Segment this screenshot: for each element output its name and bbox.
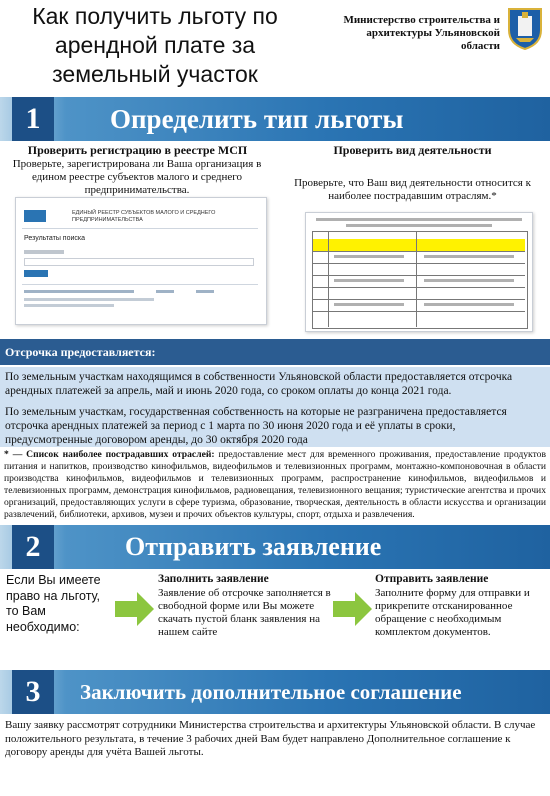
coat-of-arms-icon	[506, 6, 544, 50]
step-2-intro: Если Вы имеете право на льготу, то Вам необходимо:	[6, 573, 101, 634]
step-1-banner	[0, 97, 550, 141]
deferral-item-1: По земельным участкам находящимся в собственности Ульяновской области предоставляется отсрочка арендных платежей за апрель, май и июнь 2020 года, со сроком оплаты до конца 2021 года.	[0, 367, 550, 402]
step-3-text: Вашу заявку рассмотрят сотрудники Министерства строительства и архитектуры Ульяновской области. В случае положительного результата, в течение 3 рабочих дней Вам будет направлено Дополнительное соглашение к договору аренды для учёта Вашей льготы.	[5, 719, 536, 758]
step-2-number: 2	[12, 525, 54, 569]
footnote	[4, 449, 546, 521]
footnote-label: * — Список наиболее пострадавших отраслей:	[4, 449, 215, 460]
msp-check-heading: Проверить регистрацию в реестре МСП	[27, 143, 248, 157]
deferral-item-2: По земельным участкам, государственная собственность на которые не разграничена предоставляется отсрочка арендных платежей за период с 1 марта по 30 июня 2020 года и её уплаты в сроки, предусмотренные договором аренды, до 30 октября 2020 года	[0, 402, 550, 447]
page-title: Как получить льготу по арендной плате за земельный участок	[32, 3, 278, 87]
ministry-name: Министерство строительства и архитектуры Ульяновской области	[343, 14, 500, 52]
arrow-right-icon	[115, 590, 155, 628]
deferral-heading: Отсрочка предоставляется:	[0, 339, 550, 365]
step-1-number: 1	[12, 97, 54, 141]
msp-check-text: Проверьте, зарегистрирована ли Ваша организация в едином реестре субъектов малого и среднего предпринимательства.	[12, 158, 262, 196]
step-2-banner	[0, 525, 550, 569]
send-form-title: Отправить заявление	[375, 573, 489, 585]
step-3-number: 3	[12, 670, 54, 714]
arrow-right-icon	[333, 590, 373, 628]
fill-form-text: Заявление об отсрочке заполняется в свободной форме или Вы можете скачать пустой бланк заявления на нашем сайте	[158, 587, 331, 638]
registry-screenshot	[15, 197, 267, 325]
footnote-text: предоставление мест для временного проживания, предоставление продуктов питания и напитков, производство кинофильмов, видеофильмов и телевизионных программ, монтажно-компоновочная в области производства кинофильмов, видеофильмов и телевизионных программ, распространение кинофильмов, видеофильмов и телевизионных программ, демонстрация кинофильмов, радиовещания, телевизионного вещания; туристические агентства и прочих организаций, предоставляющих услуги в сфере туризма, образование, творческая, деятельность в области искусства и организации развлечений, библиотеки, архивов, музеи и прочих объектов культуры, спорт, отдыха и развлечения.	[4, 449, 546, 520]
fill-form-title: Заполнить заявление	[158, 573, 269, 585]
activity-check-text: Проверьте, что Ваш вид деятельности относится к наиболее пострадавшим отраслям.*	[294, 177, 531, 202]
step-1-title: Определить тип льготы	[110, 104, 404, 134]
step-2-title: Отправить заявление	[125, 532, 382, 561]
registry-screenshot-header: ЕДИНЫЙ РЕЕСТР СУБЪЕКТОВ МАЛОГО И СРЕДНЕГО ПРЕДПРИНИМАТЕЛЬСТВА	[72, 210, 216, 223]
step-3-title: Заключить дополнительное соглашение	[80, 680, 462, 704]
registry-results-title: Результаты поиска	[24, 235, 86, 242]
activity-check-heading: Проверить вид деятельности	[333, 143, 492, 157]
step-3-banner	[0, 670, 550, 714]
send-form-text: Заполните форму для отправки и прикрепите отсканированное обращение с необходимым комплектом документов.	[375, 587, 530, 638]
industries-table-screenshot	[305, 212, 533, 332]
